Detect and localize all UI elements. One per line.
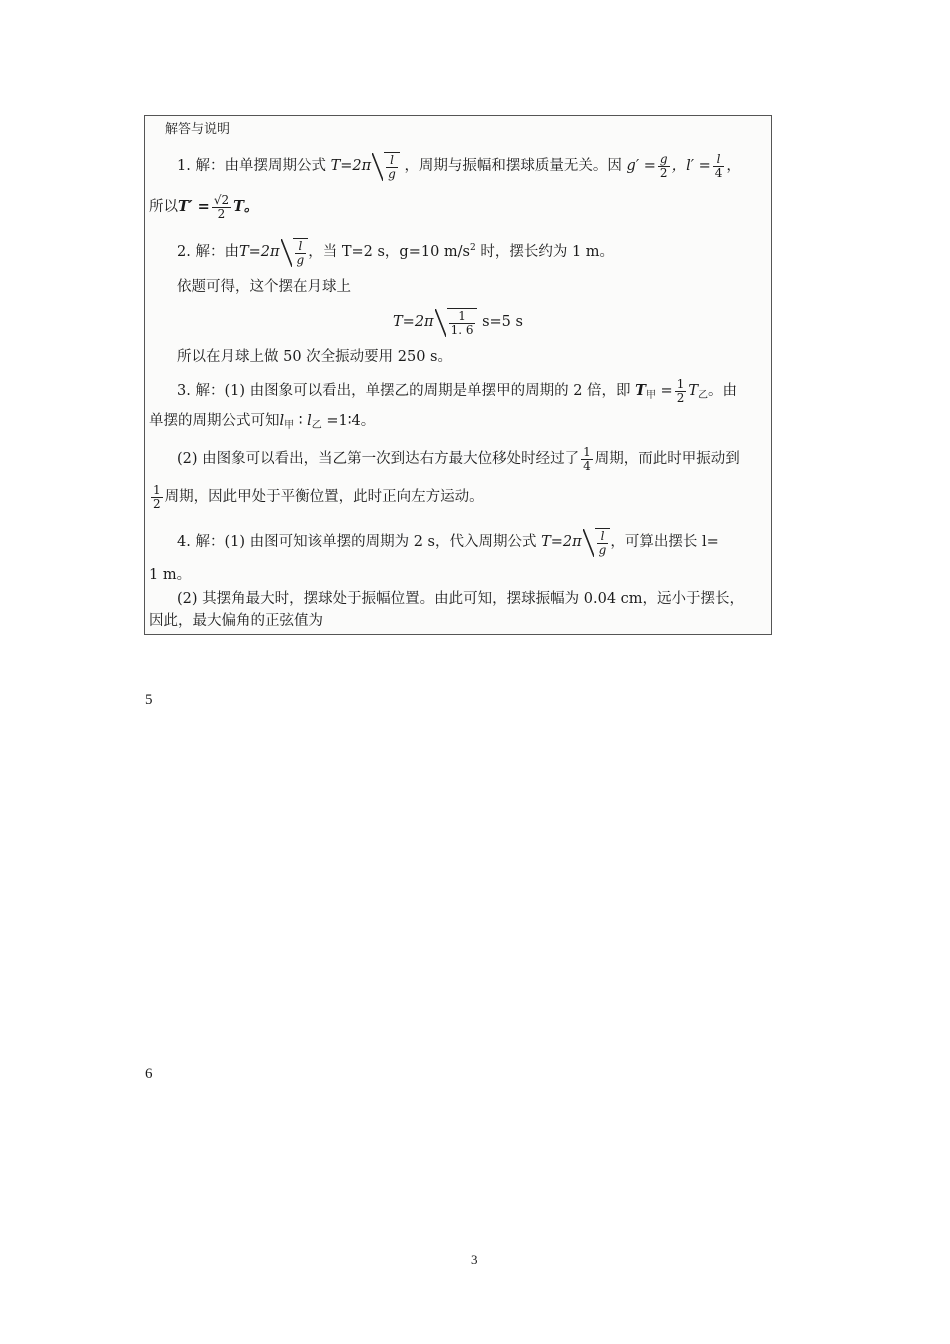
scan-heading: 解答与说明 (165, 122, 231, 137)
q3-half-den: 2 (676, 390, 685, 405)
q1-sqrt-den: g (388, 166, 396, 181)
q2-exponent: 2 (470, 243, 476, 254)
q4-line4: 因此，最大偏角的正弦值为 (149, 613, 323, 629)
q3-t-jia-sub: 甲 (645, 390, 656, 402)
q1-l-num: l (713, 153, 725, 167)
q2-line1 (177, 238, 614, 266)
q3-l-jia-sub: 甲 (284, 420, 295, 431)
q1-sqrt (372, 152, 400, 180)
q3-line2 (149, 414, 375, 431)
q4-text-b: ，可算出摆长 l= (610, 534, 719, 551)
q3-l-jia: l (279, 413, 285, 429)
q4-text-a: 4. 解：(1) 由图可知该单摆的周期为 2 s，代入周期公式 (177, 534, 537, 551)
q4-line2: 1 m。 (149, 567, 192, 583)
q2-formula-lhs: T=2π (238, 244, 280, 261)
q3-line1 (177, 378, 737, 404)
q1-t-end: T。 (233, 198, 259, 216)
q2-sqrt (281, 238, 309, 266)
q3-line4 (149, 484, 484, 510)
q3-line2-tail: =1∶4。 (321, 413, 376, 429)
q1-g-den: 2 (659, 165, 668, 180)
q3-line2-text: 单摆的周期公式可知 (149, 413, 280, 429)
q1-t-num: √2 (213, 193, 230, 207)
q1-l-den: 4 (714, 165, 723, 180)
q1-tail: ， (726, 158, 741, 175)
q2-center-lhs: T=2π (393, 314, 434, 331)
q1-line2 (149, 194, 258, 220)
q1-tprime: T′ = (178, 198, 210, 216)
q3-line3-text-a: (2) 由图象可以看出，当乙第一次到达右方最大位移处时经过了 (177, 451, 580, 468)
q3-l-yi: l (307, 413, 312, 429)
page-number: 3 (471, 1252, 478, 1267)
q2-center-den: 1. 6 (450, 322, 474, 337)
q3-quarter-num: 1 (583, 445, 591, 459)
q4-line1 (177, 528, 719, 556)
q3-t-yi: T (688, 383, 699, 400)
q3-line3 (177, 446, 740, 472)
answer-scan-image (144, 115, 772, 635)
q3-text-a: 3. 解：(1) 由图象可以看出，单摆乙的周期是单摆甲的周期的 2 倍，即 (177, 383, 631, 400)
q3-quarter-den: 4 (583, 458, 591, 473)
q2-sqrt-den: g (296, 252, 305, 267)
q4-sqrt-num: l (597, 530, 609, 544)
q4-line3: (2) 其摆角最大时，摆球处于振幅位置。由此可知，摆球振幅为 0.04 cm，远小于摆长， (177, 591, 745, 607)
q1-line2-text: 所以 (149, 199, 178, 216)
q4-sqrt-den: g (598, 542, 607, 557)
q3-text-b: 。由 (708, 383, 738, 400)
q3-l-yi-sub: 乙 (311, 420, 322, 431)
q4-formula-lhs: T=2π (541, 534, 582, 551)
q1-lprime: ，l′ = (671, 158, 711, 175)
q1-text-a: 1. 解：由单摆周期公式 (177, 158, 326, 175)
q3-t-yi-sub: 乙 (698, 390, 709, 402)
q3-line3-text-b: 周期，而此时甲振动到 (594, 451, 740, 468)
q2-text-c: 时，摆长约为 1 m。 (475, 244, 615, 261)
q4-sqrt (583, 528, 611, 556)
q3-half-num: 1 (676, 377, 685, 391)
q2-sqrt-num: l (295, 240, 307, 254)
q2-center-sqrt (435, 308, 478, 336)
q1-gprime: g′ = (626, 158, 656, 175)
q3-t-jia: T (635, 382, 646, 400)
q2-line4: 所以在月球上做 50 次全振动要用 250 s。 (177, 349, 453, 365)
q1-text-b: ，周期与振幅和摆球质量无关。因 (404, 158, 622, 175)
q3-eq: = (655, 383, 673, 400)
label-five: 5 (145, 692, 153, 708)
q2-line2: 依题可得，这个摆在月球上 (177, 279, 351, 295)
q2-center-formula (393, 308, 523, 336)
q2-center-num: 1 (449, 310, 476, 324)
q1-t-den: 2 (217, 206, 226, 221)
label-six: 6 (145, 1066, 153, 1082)
q1-g-num: g (659, 152, 668, 166)
q2-text-b: ，当 T=2 s，g=10 m/s (308, 244, 470, 261)
q1-line1 (177, 152, 741, 180)
q2-text-a: 2. 解：由 (177, 244, 239, 261)
q1-formula-lhs: T=2π (330, 158, 372, 175)
q2-center-rhs: s=5 s (482, 314, 523, 331)
q3-half2-den: 2 (153, 496, 161, 511)
q1-sqrt-num: l (386, 154, 398, 168)
q3-half2-num: 1 (153, 483, 161, 497)
q3-line4-text: 周期，因此甲处于平衡位置，此时正向左方运动。 (164, 489, 484, 506)
q3-colon: ∶ (294, 413, 308, 429)
